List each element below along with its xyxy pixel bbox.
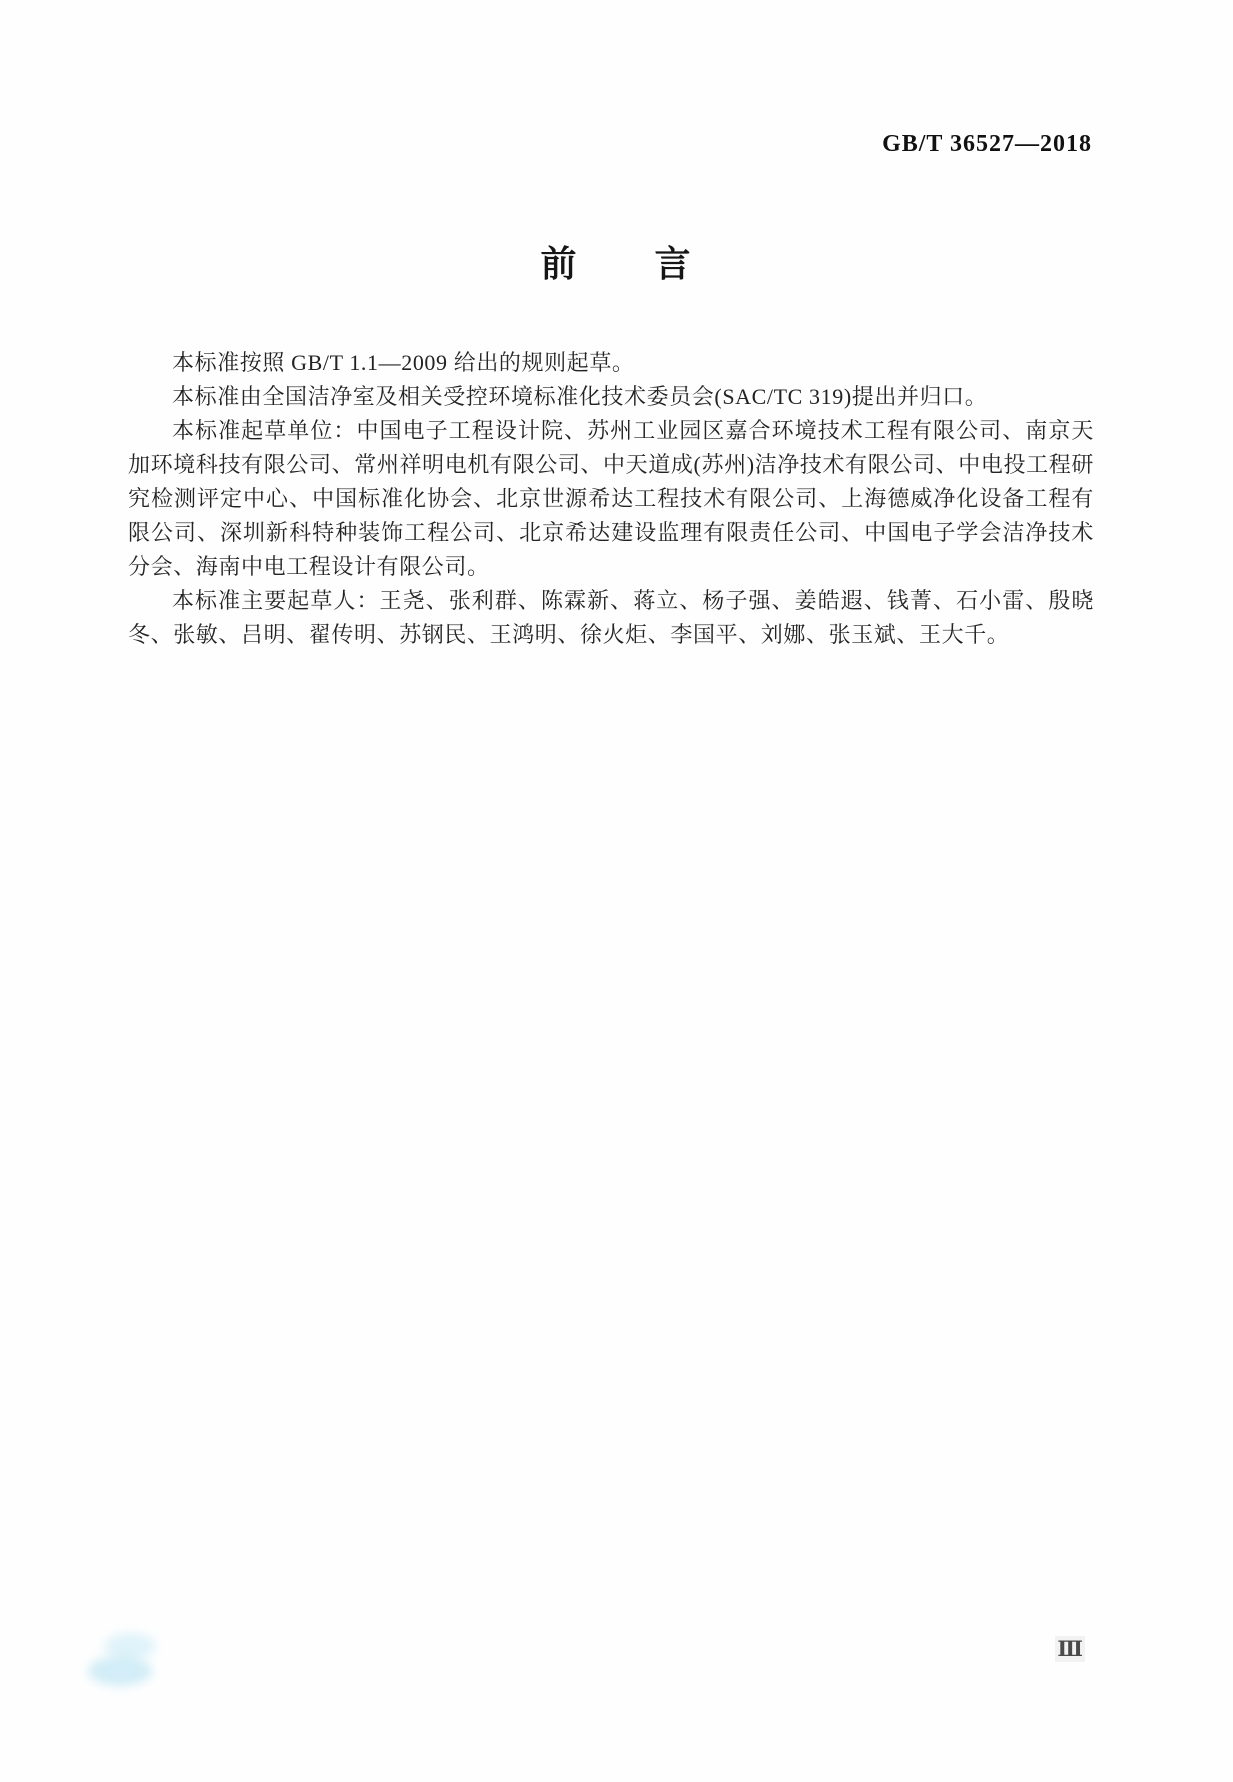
foreword-body [128,346,1094,652]
page-title: 前 言 [540,243,693,284]
scan-smudge-mark [88,1656,152,1686]
paragraph-proposing-committee: 本标准由全国洁净室及相关受控环境标准化技术委员会(SAC/TC 319)提出并归口。 [172,384,988,409]
scan-smudge-mark [104,1633,156,1659]
page-number: Ⅲ [1057,1637,1083,1661]
paragraph-main-drafters: 本标准主要起草人：王尧、张利群、陈霖新、蒋立、杨子强、姜皓遐、钱菁、石小雷、殷晓冬、张敏、吕明、翟传明、苏钢民、王鸿明、徐火炬、李国平、刘娜、张玉斌、王大千。 [128,588,1094,647]
paragraph-drafting-rule: 本标准按照 GB/T 1.1—2009 给出的规则起草。 [172,350,635,375]
standard-number: GB/T 36527—2018 [882,131,1092,157]
paragraph-drafting-organizations: 本标准起草单位：中国电子工程设计院、苏州工业园区嘉合环境技术工程有限公司、南京天加环境科技有限公司、常州祥明电机有限公司、中天道成(苏州)洁净技术有限公司、中电投工程研究检测评定中心、中国标准化协会、北京世源希达工程技术有限公司、上海德威净化设备工程有限公司、深圳新科特种装饰工程公司、北京希达建设监理有限责任公司、中国电子学会洁净技术分会、海南中电工程设计有限公司。 [128,418,1094,579]
